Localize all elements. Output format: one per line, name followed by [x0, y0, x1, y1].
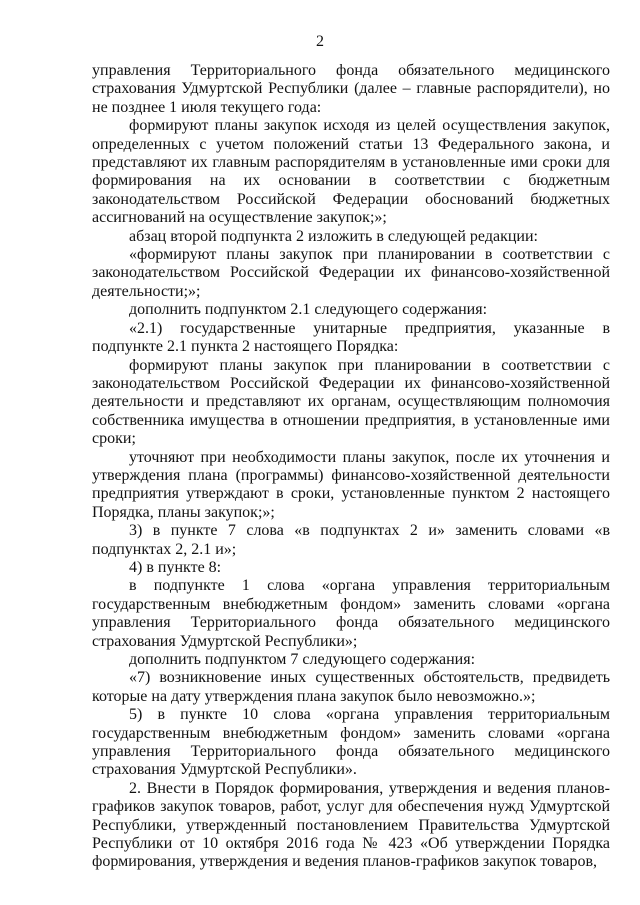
paragraph: уточняют при необходимости планы закупок, после их уточнения и утверждения плана (программы) финансово-хозяйственной деятельности предприятия утверждают в сроки, установленные пунктом 2 настоящего Порядка, планы закупок;»;	[92, 448, 610, 521]
paragraph: 5) в пункте 10 слова «органа управления территориальным государственным внебюджетным фондом» заменить словами «органа управления Территориального фонда обязательного медицинского страхования Удмуртской Республики».	[92, 706, 610, 779]
paragraph: 4) в пункте 8:	[129, 558, 222, 576]
paragraph: «формируют планы закупок при планировании в соответствии с законодательством Российской Федерации их финансово-хозяйственной деятельности;»;	[92, 246, 610, 300]
paragraph: в подпункте 1 слова «органа управления территориальным государственным внебюджетным фондом» заменить словами «органа управления Территориального фонда обязательного медицинского страхования Удмуртской Республики»;	[92, 577, 610, 650]
paragraph: 2. Внести в Порядок формирования, утверждения и ведения планов-графиков закупок товаров, работ, услуг для обеспечения нужд Удмуртской Республики, утвержденный постановлением Правительства Удмуртской Республики от 10 октября 2016 года № 423 «Об утверждении Порядка формирования, утверждения и ведения планов-графиков закупок товаров,	[92, 779, 610, 871]
paragraph: формируют планы закупок при планировании в соответствии с законодательством Российской Федерации их финансово-хозяйственной деятельности и представляют их органам, осуществляющим полномочия собственника имущества в отношении предприятия, в установленные ими сроки;	[92, 356, 610, 448]
paragraph: дополнить подпунктом 7 следующего содержания:	[129, 651, 476, 668]
page-number: 2	[316, 33, 324, 50]
paragraph: дополнить подпунктом 2.1 следующего содержания:	[129, 301, 488, 319]
paragraph-continuation: управления Территориального фонда обязательного медицинского страхования Удмуртской Республики (далее – главные распорядители), но не позднее 1 июля текущего года:	[92, 62, 610, 116]
paragraph: «2.1) государственные унитарные предприятия, указанные в подпункте 2.1 пункта 2 настоящего Порядка:	[92, 319, 610, 356]
document-body	[92, 62, 610, 872]
paragraph: 3) в пункте 7 слова «в подпунктах 2 и» заменить словами «в подпунктах 2, 2.1 и»;	[92, 522, 610, 558]
paragraph: «7) возникновение иных существенных обстоятельств, предвидеть которые на дату утверждения плана закупок было невозможно.»;	[92, 669, 610, 705]
paragraph: абзац второй подпункта 2 изложить в следующей редакции:	[129, 227, 538, 245]
paragraph: формируют планы закупок исходя из целей осуществления закупок, определенных с учетом положений статьи 13 Федерального закона, и представляют их главным распорядителям в установленные ими сроки для формирования на их основании в соответствии с бюджетным законодательством Российской Федерации обоснований бюджетных ассигнований на осуществление закупок;»;	[92, 117, 610, 227]
